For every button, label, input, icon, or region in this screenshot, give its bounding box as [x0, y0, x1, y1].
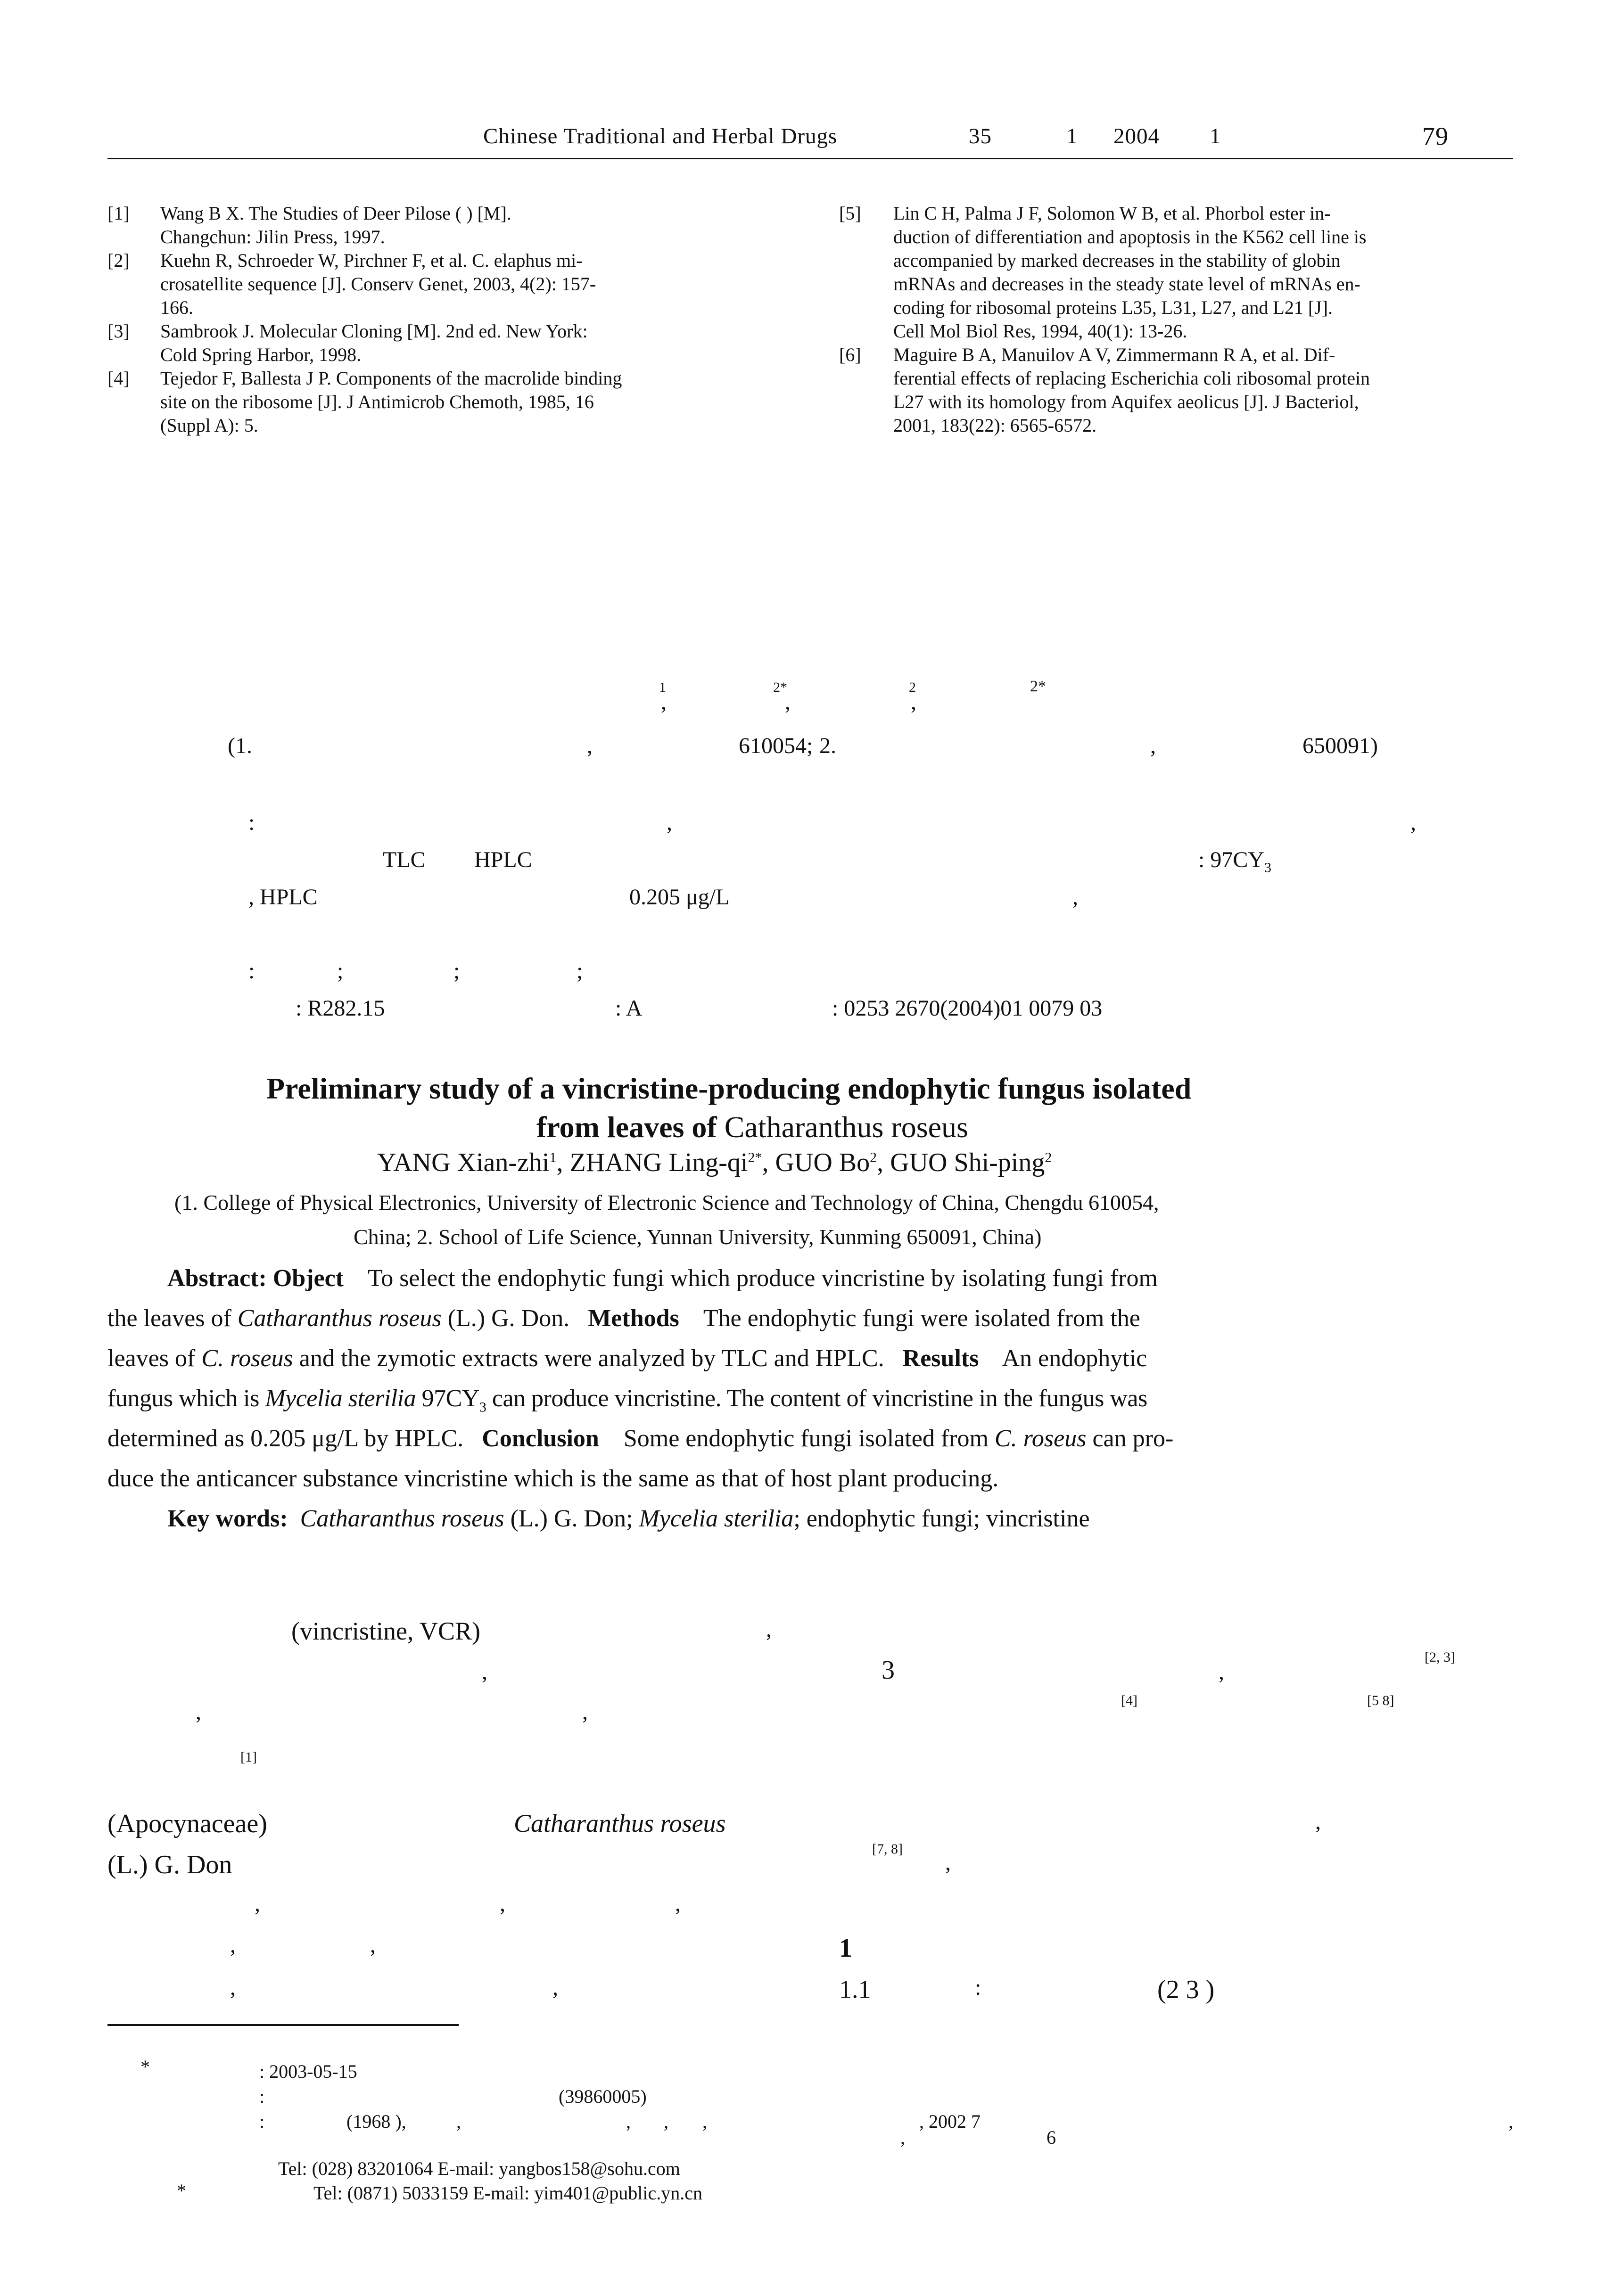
affil-zip: 650091)	[1302, 733, 1378, 758]
running-header-issue: 1	[1066, 124, 1078, 148]
punct: ,	[900, 2127, 905, 2148]
species-authority: (L.) G. Don	[107, 1850, 232, 1879]
keywords-text: ; endophytic fungi; vincristine	[793, 1505, 1090, 1532]
keywords-label: Key words:	[167, 1505, 288, 1532]
species-name: C. roseus	[994, 1425, 1087, 1452]
punct: ,	[1508, 2111, 1513, 2132]
ref-line: Changchun: Jilin Press, 1997.	[160, 226, 385, 247]
author-sup: 2	[870, 1149, 877, 1165]
punct: ,	[482, 1659, 487, 1684]
keywords-sep: ;	[337, 959, 344, 984]
document-code: : A	[615, 996, 643, 1021]
author-sep: ,	[877, 1148, 890, 1177]
ref-line: mRNAs and decreases in the steady state level of mRNAs en-	[893, 273, 1360, 295]
contact-author1: Tel: (028) 83201064 E-mail: yangbos158@sohu.com	[278, 2158, 680, 2179]
results-text: An endophytic	[1002, 1345, 1147, 1372]
section-number: 1	[839, 1934, 852, 1963]
author-sep: ,	[762, 1148, 775, 1177]
en-abstract-line5	[107, 1425, 1173, 1452]
author-sup: 1	[549, 1149, 557, 1165]
results-text: can produce vincristine. The content of vincristine in the fungus was	[486, 1385, 1147, 1412]
species-name: Catharanthus roseus	[300, 1505, 504, 1532]
ref-line: Wang B X. The Studies of Deer Pilose ( ) [M].	[160, 203, 511, 224]
affil-number: 2.	[819, 733, 836, 758]
running-header-year: 2004	[1113, 124, 1160, 148]
ref-number: [1]	[107, 203, 130, 224]
ref-line: 2001, 183(22): 6565-6572.	[893, 415, 1097, 436]
en-affiliation-line2: China; 2. School of Life Science, Yunnan University, Kunming 650091, China)	[354, 1225, 1042, 1249]
author-birth: (1968 ),	[346, 2111, 406, 2132]
en-abstract-line6: duce the anticancer substance vincristine which is the same as that of host plant producing.	[107, 1465, 999, 1492]
ref-line: Tejedor F, Ballesta J P. Components of the macrolide binding	[160, 368, 622, 389]
abstract-comma: ,	[1072, 885, 1078, 910]
ref-line: coding for ribosomal proteins L35, L31, L27, and L21 [J].	[893, 297, 1333, 318]
punct: ,	[675, 1891, 681, 1916]
methods-label: Methods	[588, 1305, 679, 1332]
fund-number: (39860005)	[559, 2086, 647, 2107]
en-keywords	[167, 1505, 1090, 1533]
abstract-content-value: 0.205 μg/L	[629, 885, 730, 910]
punct: ,	[582, 1699, 588, 1724]
punct: ,	[626, 2111, 631, 2132]
species-name: Mycelia sterilia	[265, 1385, 416, 1412]
abstract-hplc: , HPLC	[248, 885, 318, 910]
en-title-species: Catharanthus roseus	[724, 1110, 968, 1144]
affil-open: (1.	[228, 733, 252, 758]
ref-number: [2]	[107, 250, 130, 271]
ref-line: Sambrook J. Molecular Cloning [M]. 2nd ed. New York:	[160, 320, 588, 342]
results-text: 97CY	[416, 1385, 479, 1412]
conclusion-text: Some endophytic fungi isolated from	[623, 1425, 995, 1452]
en-title-line2	[536, 1110, 968, 1145]
citation: [2, 3]	[1425, 1649, 1455, 1665]
en-authors	[377, 1148, 1052, 1178]
abstract-comma: ,	[667, 810, 672, 835]
punct: :	[975, 1975, 981, 2000]
punct: ,	[230, 1933, 236, 1958]
methods-text: leaves of	[107, 1345, 202, 1372]
author-affil-sup: 2*	[1030, 678, 1046, 695]
punct: ,	[370, 1933, 376, 1958]
conclusion-label: Conclusion	[482, 1425, 599, 1452]
author-affil-sup: 2	[909, 680, 916, 695]
ref-line: Kuehn R, Schroeder W, Pirchner F, et al. C. elaphus mi-	[160, 250, 583, 271]
methods-text: The endophytic fungi were isolated from the	[703, 1305, 1140, 1332]
vcr-term: (vincristine, VCR)	[291, 1617, 480, 1645]
conclusion-text: can pro-	[1086, 1425, 1174, 1452]
abstract-label: Abstract:	[167, 1265, 267, 1292]
methods-text: and the zymotic extracts were analyzed by TLC and HPLC.	[293, 1345, 884, 1372]
object-text: (L.) G. Don.	[441, 1305, 570, 1332]
received-date: : 2003-05-15	[259, 2061, 357, 2082]
author-name: YANG Xian-zhi	[377, 1148, 550, 1177]
ref-line: (Suppl A): 5.	[160, 415, 258, 436]
ref-line: duction of differentiation and apoptosis in the K562 cell line is	[893, 226, 1367, 247]
running-header-month: 1	[1210, 124, 1221, 148]
citation: [5 8]	[1367, 1693, 1394, 1708]
ref-number: [5]	[839, 203, 861, 224]
abstract-strain-text: : 97CY	[1198, 847, 1265, 872]
keywords-sep: ;	[577, 959, 583, 984]
object-text: To select the endophytic fungi which produce vincristine by isolating fungi from	[368, 1265, 1158, 1292]
punct: ,	[230, 1975, 236, 2000]
en-affiliation-line1: (1. College of Physical Electronics, University of Electronic Science and Technology of China, Chengdu 610054,	[174, 1190, 1159, 1214]
degree-year: , 2002 7	[919, 2111, 981, 2132]
affil-comma: ,	[1150, 733, 1156, 758]
punct: ,	[702, 2111, 707, 2132]
punct: ,	[255, 1891, 260, 1916]
author-affil-sup: 2*	[773, 680, 787, 695]
punct: ,	[766, 1617, 772, 1642]
abstract-strain-sub: 3	[1264, 860, 1272, 876]
ref-line: site on the ribosome [J]. J Antimicrob Chemoth, 1985, 16	[160, 391, 594, 412]
abstract-hplc: HPLC	[474, 847, 532, 872]
punct: :	[259, 2086, 265, 2107]
punct: ,	[552, 1975, 558, 2000]
ref-line: Maguire B A, Manuilov A V, Zimmermann R A, et al. Dif-	[893, 344, 1335, 365]
footnote-star: *	[177, 2180, 186, 2201]
species-name: Catharanthus roseus	[237, 1305, 442, 1332]
punct: ,	[500, 1891, 505, 1916]
punct: ,	[196, 1699, 201, 1724]
punct: ,	[456, 2111, 461, 2132]
ref-number: [6]	[839, 344, 861, 365]
en-abstract-line4	[107, 1385, 1147, 1415]
en-abstract-line3	[107, 1345, 1147, 1372]
page-number: 79	[1422, 122, 1449, 150]
affil-zip: 610054;	[739, 733, 813, 758]
family-name: (Apocynaceae)	[107, 1809, 267, 1838]
punct: ,	[1315, 1809, 1321, 1834]
subsection-paren: (2 3 )	[1157, 1975, 1215, 2004]
punct: ,	[664, 2111, 668, 2132]
author-name: GUO Bo	[775, 1148, 870, 1177]
results-text: determined as 0.205 μg/L by HPLC.	[107, 1425, 464, 1452]
ref-line: accompanied by marked decreases in the stability of globin	[893, 250, 1341, 271]
ref-number: [3]	[107, 320, 130, 342]
results-label: Results	[902, 1345, 979, 1372]
author-name: ZHANG Ling-qi	[569, 1148, 748, 1177]
author-sup: 2	[1045, 1149, 1052, 1165]
clc-number: : R282.15	[296, 996, 385, 1021]
citation: [7, 8]	[872, 1841, 903, 1857]
punct: :	[259, 2111, 265, 2132]
author-separator: ,	[785, 689, 791, 714]
author-sep: ,	[556, 1148, 570, 1177]
keywords-text: (L.) G. Don;	[504, 1505, 639, 1532]
author-separator: ,	[661, 689, 667, 714]
author-sup: 2*	[748, 1149, 762, 1165]
en-abstract-line2	[107, 1304, 1140, 1332]
ref-number: [4]	[107, 368, 130, 389]
en-title-bold: from leaves of	[536, 1110, 725, 1144]
punct: ,	[945, 1850, 951, 1875]
running-header-journal: Chinese Traditional and Herbal Drugs	[483, 124, 838, 148]
abstract-tlc: TLC	[383, 847, 426, 872]
abstract-strain	[1198, 847, 1271, 876]
article-id: : 0253 2670(2004)01 0079 03	[832, 996, 1103, 1021]
affil-comma: ,	[587, 733, 593, 758]
author-affil-sup: 1	[659, 680, 666, 695]
footnote-star: *	[140, 2056, 150, 2077]
abstract-colon: :	[248, 810, 255, 835]
ref-line: ferential effects of replacing Escherichia coli ribosomal protein	[893, 368, 1370, 389]
en-abstract-line1	[167, 1264, 1158, 1292]
number-three: 3	[882, 1656, 895, 1685]
species-name: Catharanthus roseus	[514, 1809, 726, 1837]
author-separator: ,	[911, 689, 916, 714]
punct: ,	[1219, 1659, 1224, 1684]
ref-line: crosatellite sequence [J]. Conserv Genet, 2003, 4(2): 157-	[160, 273, 596, 295]
citation: [1]	[240, 1749, 257, 1765]
subsection-number: 1.1	[839, 1975, 871, 2003]
ref-line: Cold Spring Harbor, 1998.	[160, 344, 362, 365]
running-header-volume: 35	[969, 124, 992, 148]
footnote-number: 6	[1047, 2127, 1056, 2148]
keywords-sep: ;	[453, 959, 460, 984]
strain-sub: 3	[479, 1399, 486, 1415]
abstract-comma: ,	[1410, 810, 1416, 835]
object-text: the leaves of	[107, 1305, 238, 1332]
object-label: Object	[272, 1265, 344, 1292]
species-name: Mycelia sterilia	[639, 1505, 794, 1532]
citation: [4]	[1121, 1693, 1137, 1708]
ref-line: L27 with its homology from Aquifex aeolicus [J]. J Bacteriol,	[893, 391, 1359, 412]
contact-author2: Tel: (0871) 5033159 E-mail: yim401@public.yn.cn	[313, 2182, 703, 2204]
header-rule	[107, 158, 1513, 159]
footnote-rule	[107, 2024, 459, 2026]
ref-line: 166.	[160, 297, 193, 318]
keywords-colon: :	[248, 959, 255, 984]
ref-line: Lin C H, Palma J F, Solomon W B, et al. Phorbol ester in-	[893, 203, 1331, 224]
results-text: fungus which is	[107, 1385, 265, 1412]
ref-line: Cell Mol Biol Res, 1994, 40(1): 13-26.	[893, 320, 1187, 342]
author-name: GUO Shi-ping	[890, 1148, 1045, 1177]
species-name: C. roseus	[201, 1345, 293, 1372]
en-title-line1: Preliminary study of a vincristine-producing endophytic fungus isolated	[266, 1072, 1192, 1105]
